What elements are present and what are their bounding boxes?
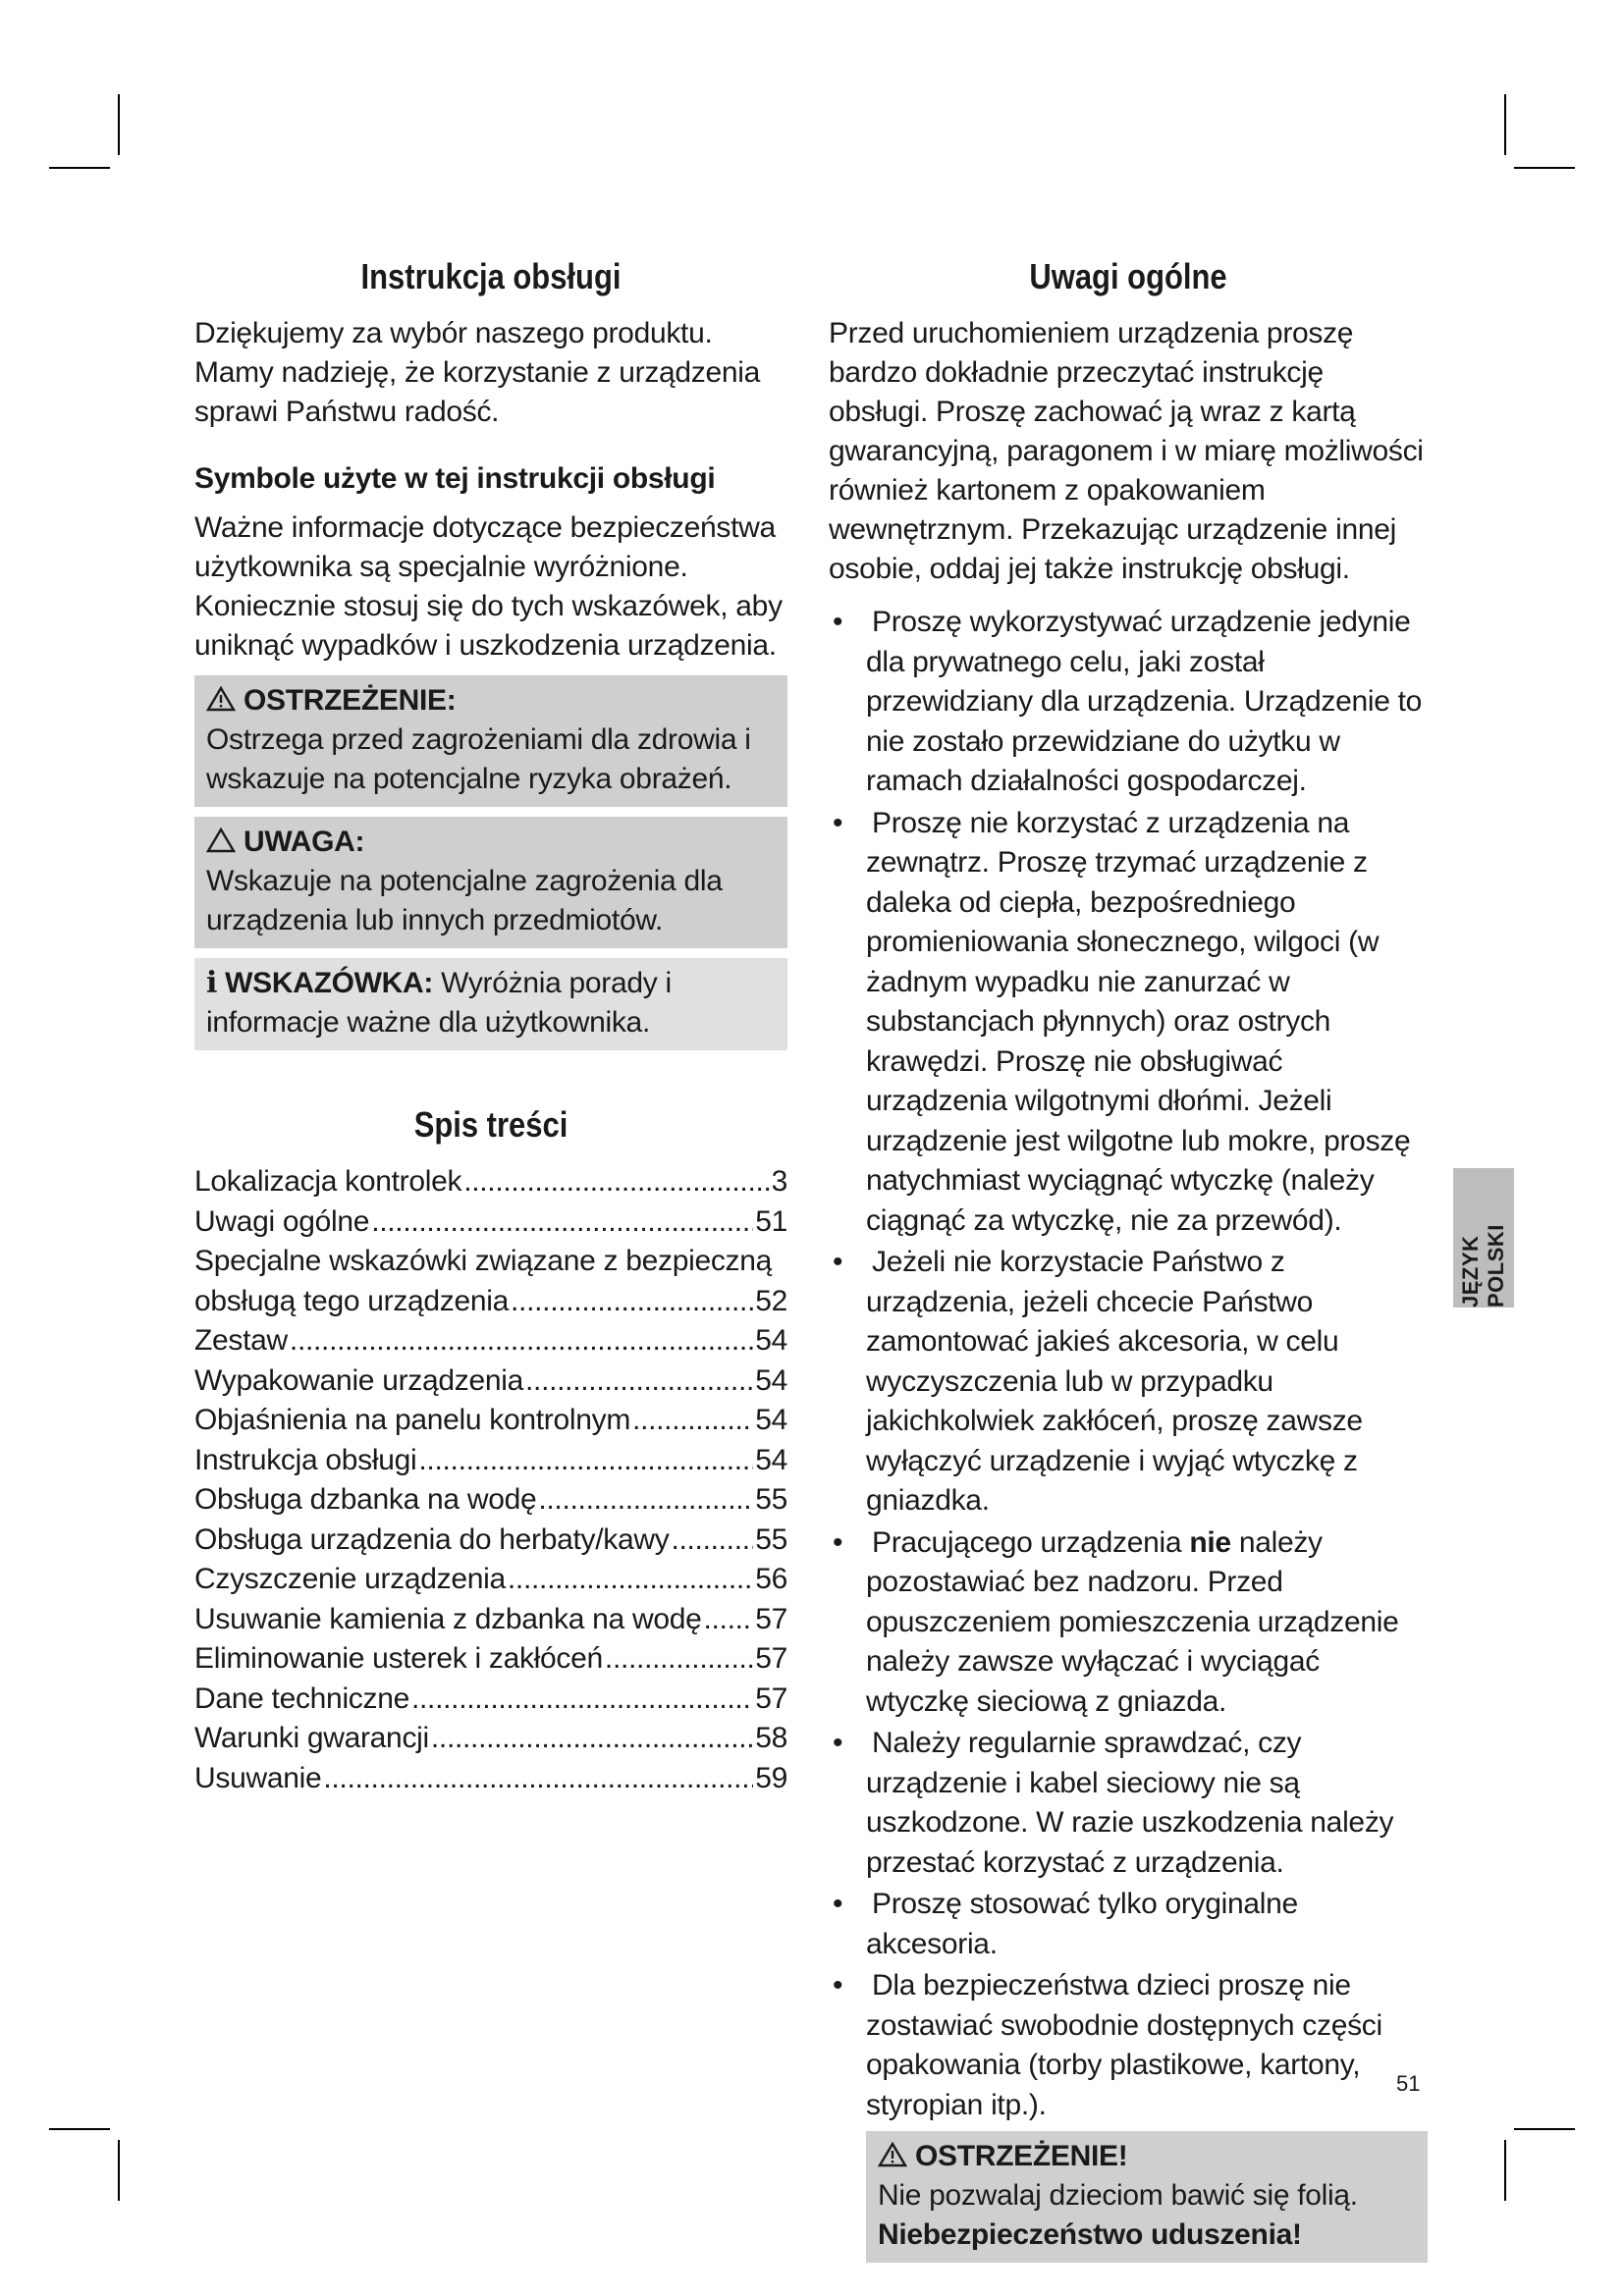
warning-text: Ostrzega przed zagrożeniami dla zdrowia i wskazuje na potencjalne ryzyka obrażeń. bbox=[206, 723, 751, 795]
toc-item[interactable]: Objaśnienia na panelu kontrolnym ..... 54 bbox=[194, 1401, 787, 1441]
language-label: JĘZYK POLSKI bbox=[1458, 1224, 1508, 1308]
section-title: Uwagi ogólne bbox=[1029, 256, 1227, 296]
table-of-contents bbox=[194, 1162, 787, 1798]
toc-item[interactable]: Eliminowanie usterek i zakłóceń ..... 57 bbox=[194, 1639, 787, 1680]
right-column bbox=[829, 253, 1428, 2263]
toc-item[interactable]: Warunki gwarancji ..... 58 bbox=[194, 1719, 787, 1759]
toc-title: Spis treści bbox=[413, 1104, 568, 1145]
info-icon: i bbox=[206, 966, 218, 1000]
list-item: • Proszę stosować tylko oryginalne akcesoria. bbox=[829, 1885, 1428, 1964]
warning-title: OSTRZEŻENIE: bbox=[244, 684, 457, 717]
left-column bbox=[194, 253, 787, 1798]
toc-item[interactable]: Specjalne wskazówki związane z bezpieczną obsługą tego urządzenia ..... 52 bbox=[194, 1242, 787, 1321]
note-box bbox=[194, 958, 787, 1050]
list-item: • Proszę nie korzystać z urządzenia na zewnątrz. Proszę trzymać urządzenie z daleka od ciepła, bezpośredniego promieniowania słonecznego, wilgoci (w żadnym wypadku nie zanurzać w substancjach płynnych) oraz ostrych krawędzi. Proszę nie obsługiwać urządzenia wilgotnymi dłońmi. Jeżeli urządzenie jest wilgotne lub mokre, proszę natychmiast wyciągnąć wtyczkę (należy ciągnąć za wtyczkę, nie za przewód). bbox=[829, 804, 1428, 1242]
list-item: • Należy regularnie sprawdzać, czy urządzenie i kabel sieciowy nie są uszkodzone. W razie uszkodzenia należy przestać korzystać z urządzenia. bbox=[829, 1724, 1428, 1883]
toc-item[interactable]: Obsługa urządzenia do herbaty/kawy ..... 55 bbox=[194, 1521, 787, 1561]
page-number: 51 bbox=[1396, 2071, 1421, 2096]
crop-mark bbox=[1514, 2128, 1575, 2130]
toc-item[interactable]: Dane techniczne ..... 57 bbox=[194, 1680, 787, 1720]
warning-text: Nie pozwalaj dzieciom bawić się folią. bbox=[878, 2179, 1358, 2212]
caution-box bbox=[194, 817, 787, 948]
note-text: Wyróżnia porady i informacje ważne dla użytkownika. bbox=[206, 967, 672, 1039]
caution-title: UWAGA: bbox=[244, 826, 365, 858]
toc-item[interactable]: Czyszczenie urządzenia ..... 56 bbox=[194, 1560, 787, 1600]
toc-item[interactable]: Usuwanie kamienia z dzbanka na wodę ..... 57 bbox=[194, 1600, 787, 1640]
crop-mark bbox=[49, 167, 110, 169]
warning-box-suffocation bbox=[866, 2131, 1428, 2263]
toc-item[interactable]: Lokalizacja kontrolek ..... 3 bbox=[194, 1162, 787, 1202]
list-item: • Pracującego urządzenia nie należy pozostawiać bez nadzoru. Przed opuszczeniem pomieszczenia urządzenie należy zawsze wyłączać i wyciągać wtyczkę sieciową z gniazda. bbox=[829, 1523, 1428, 1723]
warning-triangle-icon bbox=[206, 686, 236, 712]
warning-triangle-icon bbox=[878, 2142, 907, 2167]
language-side-tab bbox=[1453, 1168, 1514, 1308]
symbols-text: Ważne informacje dotyczące bezpieczeństwa użytkownika są specjalnie wyróżnione. Koniecznie stosuj się do tych wskazówek, aby uniknąć wypadków i uszkodzenia urządzenia. bbox=[194, 511, 783, 662]
crop-mark bbox=[49, 2128, 110, 2130]
toc-item[interactable]: Zestaw ..... 54 bbox=[194, 1321, 787, 1362]
general-intro: Przed uruchomieniem urządzenia proszę bardzo dokładnie przeczytać instrukcję obsługi. Proszę zachować ją wraz z kartą gwarancyjną, paragonem i w miarę możliwości również kartonem z opakowaniem wewnętrznym. Przekazując urządzenie innej osobie, oddaj jej także instrukcję obsługi. bbox=[829, 317, 1424, 585]
crop-mark bbox=[1504, 2140, 1506, 2201]
list-item: • Proszę wykorzystywać urządzenie jedynie dla prywatnego celu, jaki został przewidziany dla urządzenia. Urządzenie to nie zostało przewidziane do użytku w ramach działalności gospodarczej. bbox=[829, 603, 1428, 802]
crop-mark bbox=[118, 94, 120, 155]
crop-mark bbox=[1514, 167, 1575, 169]
toc-item[interactable]: Obsługa dzbanka na wodę ..... 55 bbox=[194, 1480, 787, 1521]
crop-mark bbox=[118, 2140, 120, 2201]
intro-text: Dziękujemy za wybór naszego produktu. Mamy nadzieję, że korzystanie z urządzenia sprawi Państwu radość. bbox=[194, 317, 761, 428]
crop-mark bbox=[1504, 94, 1506, 155]
warning-title: OSTRZEŻENIE! bbox=[915, 2140, 1128, 2172]
caution-triangle-icon bbox=[206, 828, 236, 853]
page-title: Instrukcja obsługi bbox=[360, 256, 622, 296]
toc-item[interactable]: Wypakowanie urządzenia ..... 54 bbox=[194, 1362, 787, 1402]
toc-item[interactable]: Instrukcja obsługi ..... 54 bbox=[194, 1441, 787, 1481]
list-item: • Dla bezpieczeństwa dzieci proszę nie zostawiać swobodnie dostępnych części opakowania (torby plastikowe, kartony, styropian itp.). bbox=[829, 1966, 1428, 2125]
safety-list bbox=[829, 603, 1428, 2125]
list-item: • Jeżeli nie korzystacie Państwo z urządzenia, jeżeli chcecie Państwo zamontować jakieś akcesoria, w celu wyczyszczenia lub w przypadku jakichkolwiek zakłóceń, proszę zawsze wyłączyć urządzenie i wyjąć wtyczkę z gniazdka. bbox=[829, 1243, 1428, 1522]
toc-item[interactable]: Uwagi ogólne ..... 51 bbox=[194, 1202, 787, 1243]
note-title: WSKAZÓWKA: bbox=[225, 967, 434, 999]
symbols-heading: Symbole użyte w tej instrukcji obsługi bbox=[194, 462, 716, 495]
warning-bold-text: Niebezpieczeństwo uduszenia! bbox=[878, 2218, 1302, 2251]
caution-text: Wskazuje na potencjalne zagrożenia dla urządzenia lub innych przedmiotów. bbox=[206, 865, 723, 936]
toc-item[interactable]: Usuwanie ..... 59 bbox=[194, 1759, 787, 1799]
warning-box bbox=[194, 675, 787, 807]
